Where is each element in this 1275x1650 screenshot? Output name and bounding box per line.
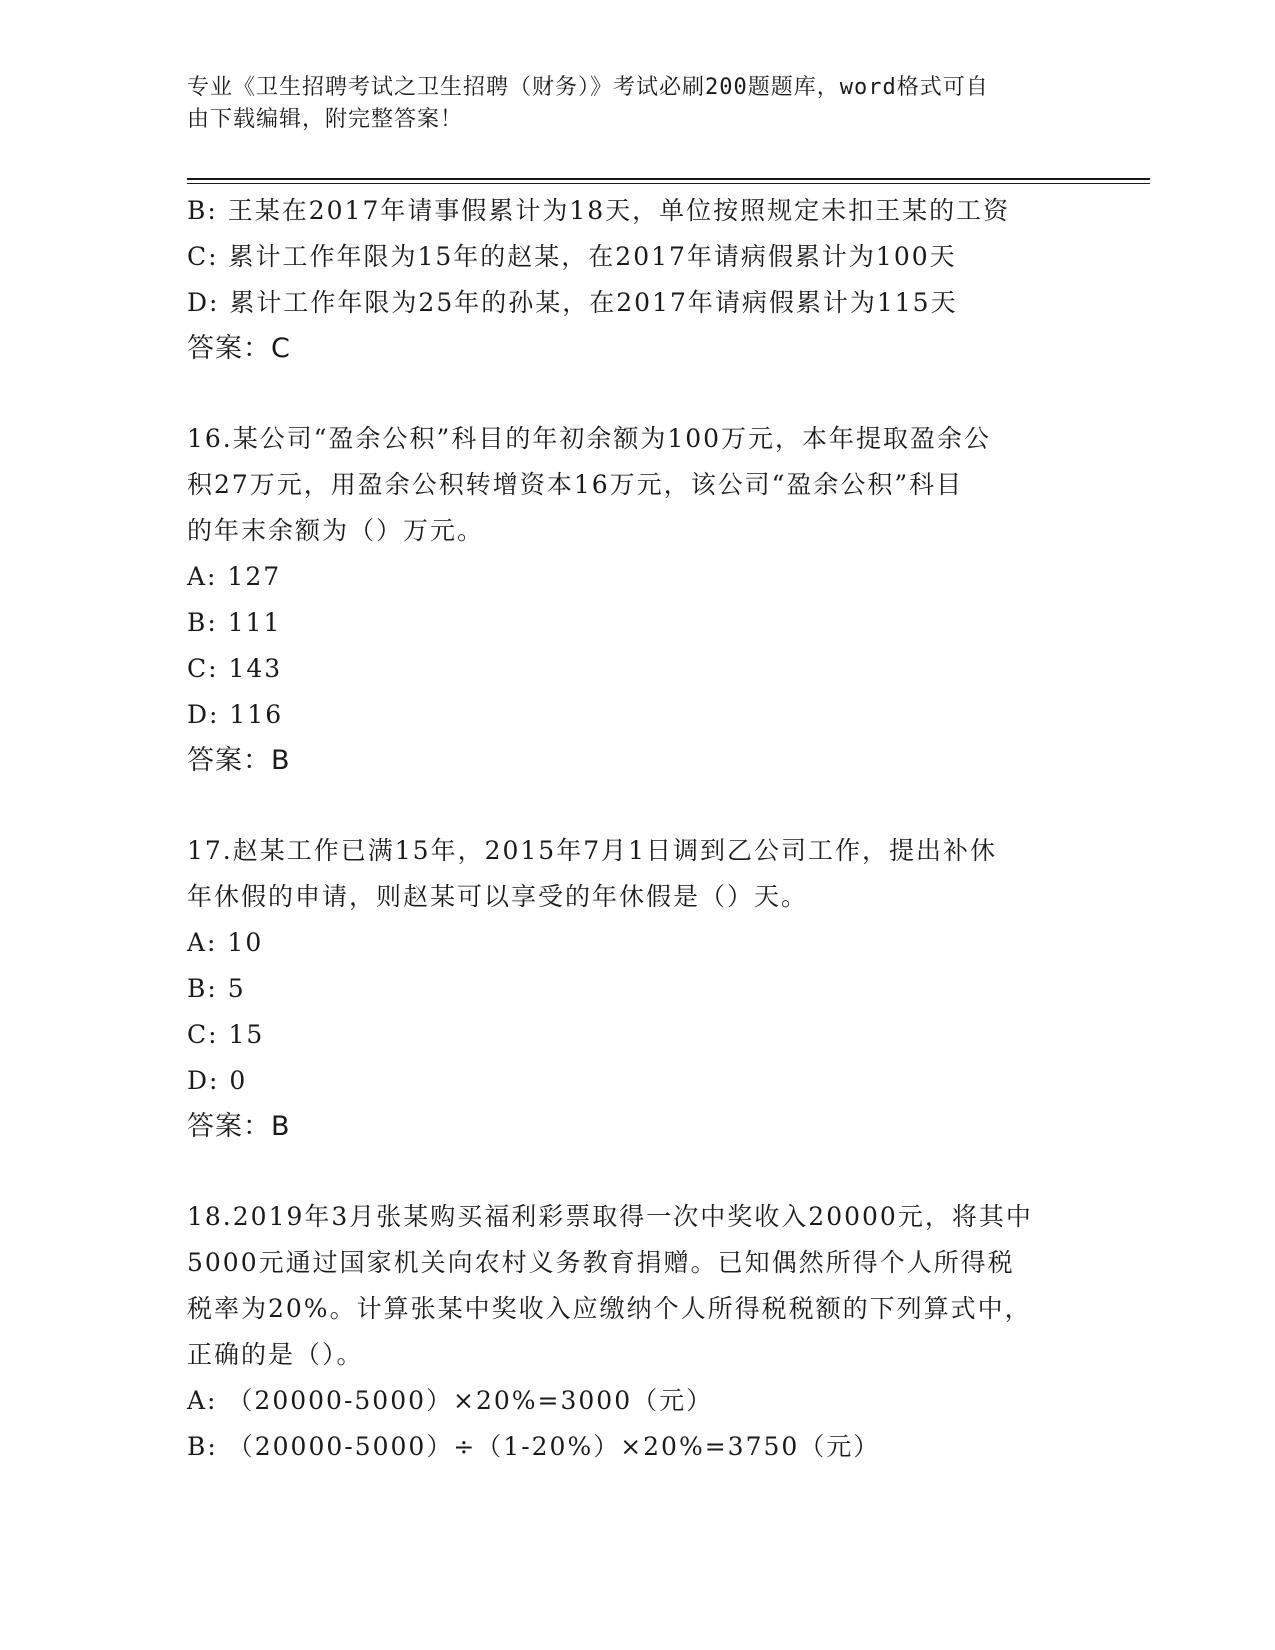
question-stem-line: 16.某公司“盈余公积”科目的年初余额为100万元，本年提取盈余公 xyxy=(187,424,992,453)
question-stem-line: 5000元通过国家机关向农村义务教育捐赠。已知偶然所得个人所得税 xyxy=(187,1248,1015,1277)
question-stem-line: 17.赵某工作已满15年，2015年7月1日调到乙公司工作，提出补休 xyxy=(187,836,998,865)
question-15-continued xyxy=(187,188,1087,372)
option-a: A: （20000-5000）×20%=3000（元） xyxy=(187,1386,714,1415)
question-stem-line: 18.2019年3月张某购买福利彩票取得一次中奖收入20000元，将其中 xyxy=(187,1202,1033,1231)
question-18 xyxy=(187,1194,1087,1470)
option-a: A: 10 xyxy=(187,928,264,957)
question-stem-line: 积27万元，用盈余公积转增资本16万元，该公司“盈余公积”科目 xyxy=(187,470,964,499)
option-b: B: 5 xyxy=(187,974,246,1003)
document-header xyxy=(187,72,1067,136)
option-b: B: 111 xyxy=(187,608,282,637)
question-stem-line: 税率为20%。计算张某中奖收入应缴纳个人所得税税额的下列算式中， xyxy=(187,1294,1032,1323)
question-16 xyxy=(187,416,1087,784)
header-rule-thin xyxy=(187,183,1150,184)
option-c: C: 15 xyxy=(187,1020,265,1049)
option-b: B: 王某在2017年请事假累计为18天，单位按照规定未扣王某的工资 xyxy=(187,196,1011,225)
header-rule-thick xyxy=(187,178,1150,180)
option-b: B: （20000-5000）÷（1-20%）×20%=3750（元） xyxy=(187,1432,881,1461)
option-d: D: 116 xyxy=(187,700,284,729)
question-stem-line: 的年末余额为（）万元。 xyxy=(187,516,485,545)
answer-line: 答案：C xyxy=(187,333,291,364)
option-a: A: 127 xyxy=(187,562,282,591)
answer-line: 答案：B xyxy=(187,745,291,776)
answer-line: 答案：B xyxy=(187,1111,291,1142)
question-stem-line: 年休假的申请，则赵某可以享受的年休假是（）天。 xyxy=(187,882,809,911)
question-17 xyxy=(187,828,1087,1150)
option-d: D: 0 xyxy=(187,1066,248,1095)
header-line-2: 由下载编辑，附完整答案！ xyxy=(187,107,464,132)
question-stem-line: 正确的是（）。 xyxy=(187,1340,364,1369)
document-body xyxy=(187,188,1087,1470)
header-line-1: 专业《卫生招聘考试之卫生招聘（财务）》考试必刷200题题库，word格式可自 xyxy=(187,75,989,100)
option-c: C: 累计工作年限为15年的赵某，在2017年请病假累计为100天 xyxy=(187,242,957,271)
option-d: D: 累计工作年限为25年的孙某，在2017年请病假累计为115天 xyxy=(187,288,958,317)
option-c: C: 143 xyxy=(187,654,283,683)
